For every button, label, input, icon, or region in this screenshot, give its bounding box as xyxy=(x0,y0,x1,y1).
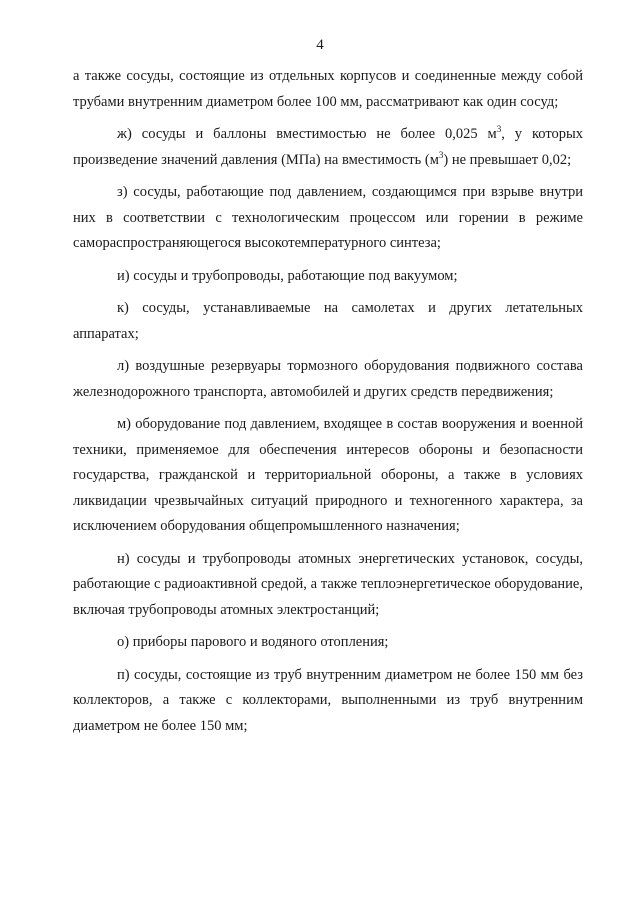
paragraph-item-zh xyxy=(73,122,583,173)
paragraph-continuation: а также сосуды, состоящие из отдельных корпусов и соединенные между собой трубами внутренним диаметром более 100 мм, рассматривают как один сосуд; xyxy=(73,68,583,110)
paragraph-item-o: о) приборы парового и водяного отопления; xyxy=(117,634,389,650)
paragraph-item-zh-text-1: ж) сосуды и баллоны вместимостью не более 0,025 м xyxy=(117,126,497,142)
paragraph-item-n: н) сосуды и трубопроводы атомных энергетических установок, сосуды, работающие с радиоактивной средой, а также теплоэнергетическое оборудование, включая трубопроводы атомных электростанций; xyxy=(73,550,583,618)
paragraph-item-z: з) сосуды, работающие под давлением, создающимся при взрыве внутри них в соответствии с технологическим процессом или горении в режиме самораспространяющегося высокотемпературного синтеза; xyxy=(73,184,583,251)
paragraph-item-k: к) сосуды, устанавливаемые на самолетах и других летательных аппаратах; xyxy=(73,300,583,342)
paragraph-item-l: л) воздушные резервуары тормозного оборудования подвижного состава железнодорожного транспорта, автомобилей и других средств передвижения; xyxy=(73,358,583,400)
paragraph-item-i: и) сосуды и трубопроводы, работающие под вакуумом; xyxy=(117,267,458,284)
paragraph-item-m: м) оборудование под давлением, входящее в состав вооружения и военной техники, применяемое для обеспечения интересов обороны и безопасности государства, гражданской и территориальной обороны, а также в условиях ликвидации чрезвычайных ситуаций природного и техногенного характера, за исключением оборудования общепромышленного назначения; xyxy=(73,416,583,534)
page-number: 4 xyxy=(316,37,324,53)
paragraph-item-p: п) сосуды, состоящие из труб внутренним диаметром не более 150 мм без коллекторов, а также с коллекторами, выполненными из труб внутренним диаметром не более 150 мм; xyxy=(73,666,583,734)
superscript-cubed: 3 xyxy=(496,124,502,135)
document-body xyxy=(73,64,583,746)
paragraph-item-zh-text-2: , у которых произведение значений давления (МПа) на вместимость (м xyxy=(73,126,583,168)
superscript-cubed: 3 xyxy=(438,149,444,160)
paragraph-item-zh-text-3: ) не превышает 0,02; xyxy=(443,151,572,168)
